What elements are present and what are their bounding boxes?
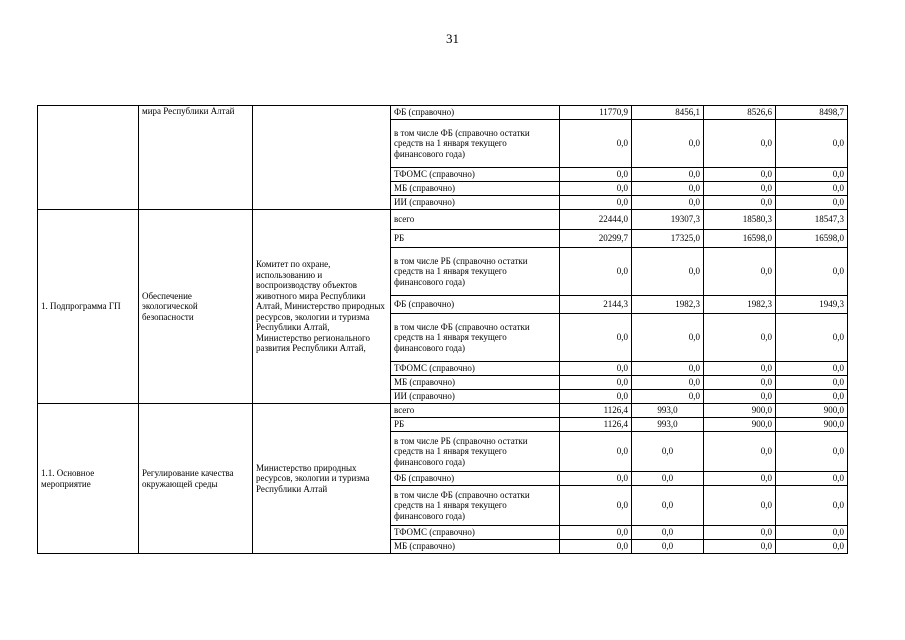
value-cell: 1126,4 (560, 404, 632, 418)
source-cell: ИИ (справочно) (391, 196, 560, 210)
value-cell: 0,0 (560, 376, 632, 390)
name-cell: Обеспечение экологической безопасности (139, 210, 253, 404)
value-cell: 0,0 (560, 120, 632, 168)
value-cell: 0,0 (632, 540, 704, 554)
value-cell: 0,0 (560, 196, 632, 210)
source-cell: в том числе ФБ (справочно остатки средств на 1 января текущего финансового года) (391, 314, 560, 362)
value-cell: 11770,9 (560, 106, 632, 120)
value-cell: 0,0 (776, 472, 848, 486)
value-cell: 0,0 (776, 182, 848, 196)
value-cell: 0,0 (704, 472, 776, 486)
value-cell: 0,0 (560, 248, 632, 296)
value-cell: 16598,0 (704, 230, 776, 248)
value-cell: 0,0 (632, 362, 704, 376)
value-cell: 0,0 (704, 120, 776, 168)
source-cell: ФБ (справочно) (391, 472, 560, 486)
source-cell: всего (391, 404, 560, 418)
source-cell: РБ (391, 230, 560, 248)
value-cell: 0,0 (776, 376, 848, 390)
value-cell: 17325,0 (632, 230, 704, 248)
name-cell: Регулирование качества окружающей среды (139, 404, 253, 554)
source-cell: ФБ (справочно) (391, 296, 560, 314)
value-cell: 22444,0 (560, 210, 632, 230)
value-cell: 900,0 (704, 418, 776, 432)
value-cell: 0,0 (560, 432, 632, 472)
value-cell: 0,0 (632, 472, 704, 486)
value-cell: 0,0 (632, 376, 704, 390)
value-cell: 0,0 (776, 120, 848, 168)
value-cell: 0,0 (560, 168, 632, 182)
value-cell: 1982,3 (632, 296, 704, 314)
value-cell: 0,0 (776, 314, 848, 362)
source-cell: ТФОМС (справочно) (391, 168, 560, 182)
executor-cell: Министерство природных ресурсов, экологии и туризма Республики Алтай (253, 404, 391, 554)
value-cell: 0,0 (560, 390, 632, 404)
value-cell: 0,0 (632, 432, 704, 472)
value-cell: 0,0 (776, 362, 848, 376)
value-cell: 0,0 (776, 168, 848, 182)
value-cell: 0,0 (632, 390, 704, 404)
value-cell: 0,0 (632, 120, 704, 168)
value-cell: 0,0 (632, 526, 704, 540)
source-cell: МБ (справочно) (391, 540, 560, 554)
source-cell: в том числе ФБ (справочно остатки средств на 1 января текущего финансового года) (391, 120, 560, 168)
value-cell: 0,0 (704, 540, 776, 554)
page-number: 31 (446, 31, 459, 46)
value-cell: 0,0 (560, 526, 632, 540)
name-cell: мира Республики Алтай (139, 106, 253, 210)
source-cell: РБ (391, 418, 560, 432)
value-cell: 0,0 (704, 432, 776, 472)
source-cell: в том числе РБ (справочно остатки средств на 1 января текущего финансового года) (391, 432, 560, 472)
value-cell: 0,0 (776, 526, 848, 540)
value-cell: 900,0 (776, 404, 848, 418)
value-cell: 20299,7 (560, 230, 632, 248)
value-cell: 0,0 (776, 432, 848, 472)
value-cell: 993,0 (632, 418, 704, 432)
value-cell: 0,0 (704, 362, 776, 376)
executor-cell (253, 106, 391, 210)
value-cell: 1126,4 (560, 418, 632, 432)
value-cell: 1949,3 (776, 296, 848, 314)
value-cell: 0,0 (560, 486, 632, 526)
value-cell: 8526,6 (704, 106, 776, 120)
value-cell: 0,0 (632, 248, 704, 296)
source-cell: ФБ (справочно) (391, 106, 560, 120)
table-body (38, 106, 848, 554)
level-cell: 1.1. Основное мероприятие (38, 404, 139, 554)
source-cell: ИИ (справочно) (391, 390, 560, 404)
value-cell: 0,0 (632, 168, 704, 182)
value-cell: 0,0 (560, 540, 632, 554)
source-cell: МБ (справочно) (391, 376, 560, 390)
value-cell: 0,0 (704, 168, 776, 182)
value-cell: 18580,3 (704, 210, 776, 230)
value-cell: 0,0 (776, 248, 848, 296)
value-cell: 0,0 (632, 486, 704, 526)
table-row (38, 210, 848, 230)
value-cell: 900,0 (776, 418, 848, 432)
value-cell: 0,0 (704, 486, 776, 526)
value-cell: 18547,3 (776, 210, 848, 230)
value-cell: 0,0 (560, 182, 632, 196)
value-cell: 8456,1 (632, 106, 704, 120)
value-cell: 0,0 (776, 486, 848, 526)
value-cell: 1982,3 (704, 296, 776, 314)
value-cell: 900,0 (704, 404, 776, 418)
value-cell: 0,0 (704, 248, 776, 296)
value-cell: 19307,3 (632, 210, 704, 230)
value-cell: 0,0 (704, 314, 776, 362)
value-cell: 0,0 (560, 472, 632, 486)
value-cell: 0,0 (776, 390, 848, 404)
source-cell: МБ (справочно) (391, 182, 560, 196)
value-cell: 8498,7 (776, 106, 848, 120)
value-cell: 0,0 (632, 196, 704, 210)
source-cell: в том числе ФБ (справочно остатки средств на 1 января текущего финансового года) (391, 486, 560, 526)
source-cell: в том числе РБ (справочно остатки средств на 1 января текущего финансового года) (391, 248, 560, 296)
value-cell: 0,0 (776, 196, 848, 210)
table-row (38, 404, 848, 418)
value-cell: 0,0 (632, 182, 704, 196)
value-cell: 993,0 (632, 404, 704, 418)
budget-table (37, 105, 848, 554)
value-cell: 0,0 (704, 526, 776, 540)
value-cell: 0,0 (704, 196, 776, 210)
source-cell: ТФОМС (справочно) (391, 362, 560, 376)
value-cell: 16598,0 (776, 230, 848, 248)
value-cell: 0,0 (560, 362, 632, 376)
value-cell: 0,0 (704, 390, 776, 404)
source-cell: всего (391, 210, 560, 230)
source-cell: ТФОМС (справочно) (391, 526, 560, 540)
table-row (38, 106, 848, 120)
value-cell: 0,0 (560, 314, 632, 362)
value-cell: 0,0 (704, 376, 776, 390)
value-cell: 0,0 (704, 182, 776, 196)
value-cell: 2144,3 (560, 296, 632, 314)
level-cell (38, 106, 139, 210)
level-cell: 1. Подпрограмма ГП (38, 210, 139, 404)
value-cell: 0,0 (776, 540, 848, 554)
executor-cell: Комитет по охране, использованию и воспроизводству объектов животного мира Республики Алтай, Министерство природных ресурсов, экологии и туризма Республики Алтай, Министерство регионального развития Республики Алтай, (253, 210, 391, 404)
value-cell: 0,0 (632, 314, 704, 362)
